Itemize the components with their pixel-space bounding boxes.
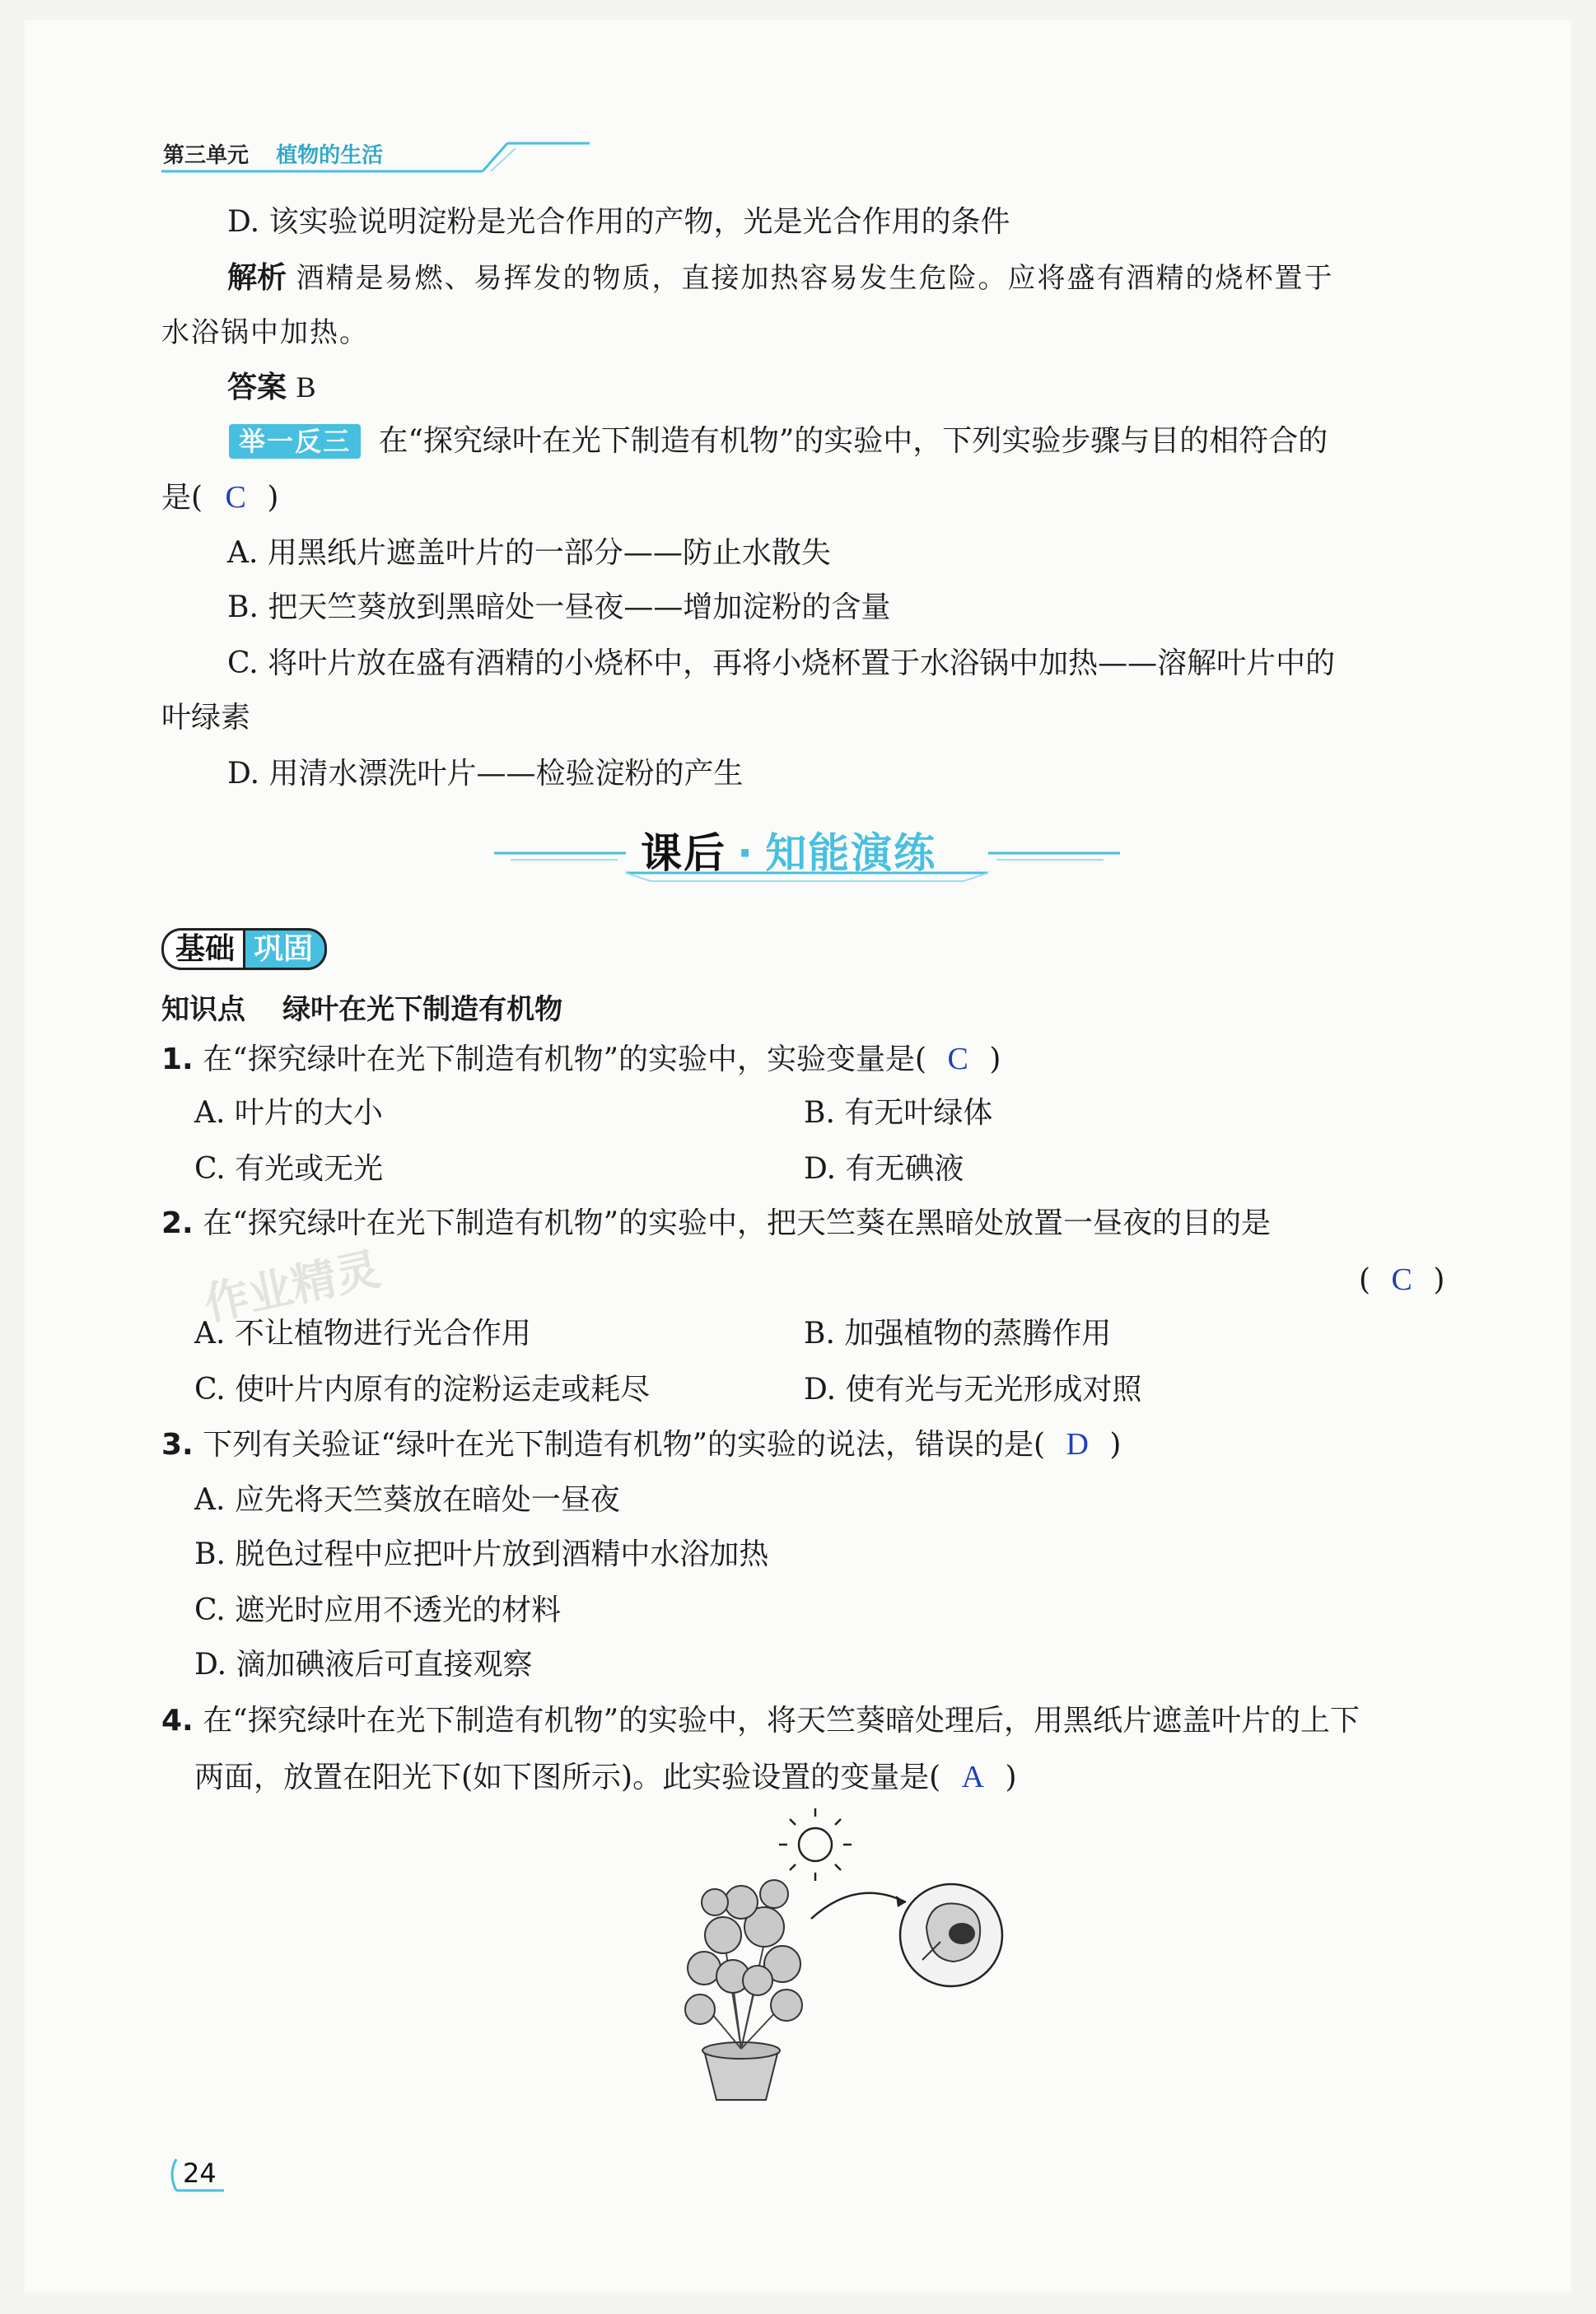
practice-option-c-1: C. 将叶片放在盛有酒精的小烧杯中，再将小烧杯置于水浴锅中加热——溶解叶片中的 bbox=[227, 646, 1336, 680]
q3-number: 3. bbox=[161, 1428, 194, 1462]
section-title bbox=[641, 820, 936, 879]
q3-close: ) bbox=[1109, 1428, 1122, 1462]
practice-stem-1: 在“探究绿叶在光下制造有机物”的实验中，下列实验步骤与目的相符合的 bbox=[378, 424, 1328, 458]
q1-close: ) bbox=[989, 1043, 1001, 1076]
q3-option-b: B. 脱色过程中应把叶片放到酒精中水浴加热 bbox=[194, 1537, 769, 1571]
q1-option-d: D. 有无碘液 bbox=[804, 1152, 964, 1186]
q2-answer-bracket bbox=[1359, 1262, 1444, 1299]
page-number: 24 bbox=[183, 2158, 217, 2189]
knowledge-label: 知识点 bbox=[161, 993, 245, 1026]
section-title-1: 课后 bbox=[641, 829, 726, 877]
analysis-line-1 bbox=[227, 260, 1333, 296]
q2-option-a: A. 不让植物进行光合作用 bbox=[194, 1317, 531, 1351]
q2-option-c: C. 使叶片内原有的淀粉运走或耗尽 bbox=[194, 1373, 651, 1407]
magnified-leaf-illustration bbox=[900, 1884, 1002, 1986]
analysis-text-1: 酒精是易燃、易挥发的物质，直接加热容易发生危险。应将盛有酒精的烧杯置于 bbox=[296, 262, 1334, 295]
basics-pill-right: 巩固 bbox=[243, 928, 327, 970]
analysis-label: 解析 bbox=[227, 261, 287, 295]
knowledge-topic: 绿叶在光下制造有机物 bbox=[282, 993, 563, 1026]
header-unit: 第三单元 bbox=[163, 143, 250, 168]
arrow-head-icon bbox=[896, 1896, 906, 1907]
sun-icon bbox=[779, 1808, 852, 1881]
q3-stem bbox=[161, 1426, 1121, 1463]
q2-close: ) bbox=[1433, 1263, 1445, 1297]
q1-number: 1. bbox=[161, 1043, 194, 1076]
practice-answer: C bbox=[225, 480, 246, 515]
q1-stem-text: 在“探究绿叶在光下制造有机物”的实验中，实验变量是( bbox=[203, 1043, 927, 1076]
section-title-2: 知能演练 bbox=[765, 829, 937, 877]
basics-pill bbox=[161, 926, 327, 968]
section-title-dot: · bbox=[737, 829, 755, 877]
practice-option-c-2: 叶绿素 bbox=[161, 701, 251, 735]
answer-label: 答案 bbox=[227, 371, 287, 404]
q4-number: 4. bbox=[161, 1704, 194, 1738]
q2-answer: C bbox=[1391, 1262, 1412, 1297]
intro-option-d: D. 该实验说明淀粉是光合作用的产物，光是光合作用的条件 bbox=[227, 205, 1010, 239]
q3-stem-text: 下列有关验证“绿叶在光下制造有机物”的实验的说法，错误的是( bbox=[203, 1428, 1046, 1462]
q4-stem-2 bbox=[194, 1759, 1017, 1796]
q3-option-d: D. 滴加碘液后可直接观察 bbox=[194, 1648, 533, 1682]
practice-badge: 举一反三 bbox=[229, 424, 361, 459]
q2-option-d: D. 使有光与无光形成对照 bbox=[804, 1373, 1142, 1407]
header-topic: 植物的生活 bbox=[276, 143, 384, 168]
q2-number: 2. bbox=[161, 1206, 194, 1240]
q1-option-b: B. 有无叶绿体 bbox=[804, 1096, 993, 1130]
q4-stem-text-1: 在“探究绿叶在光下制造有机物”的实验中，将天竺葵暗处理后，用黑纸片遮盖叶片的上下 bbox=[203, 1704, 1360, 1738]
analysis-text-2: 水浴锅中加热。 bbox=[161, 316, 369, 349]
q2-stem-text: 在“探究绿叶在光下制造有机物”的实验中，把天竺葵在黑暗处放置一昼夜的目的是 bbox=[203, 1206, 1271, 1240]
practice-stem-2-prefix: 是( bbox=[161, 481, 203, 515]
q3-answer: D bbox=[1066, 1427, 1089, 1462]
arrow-icon bbox=[811, 1893, 906, 1919]
watermark: 作业精灵 bbox=[199, 1243, 385, 1331]
q1-stem bbox=[161, 1041, 1001, 1078]
practice-stem-2-suffix: ) bbox=[267, 481, 279, 515]
q2-stem bbox=[161, 1206, 1271, 1242]
practice-line-1 bbox=[229, 423, 1328, 460]
q4-stem-1 bbox=[161, 1703, 1360, 1739]
practice-option-d: D. 用清水漂洗叶片——检验淀粉的产生 bbox=[227, 757, 744, 791]
q4-close: ) bbox=[1005, 1761, 1017, 1794]
q3-option-a: A. 应先将天竺葵放在暗处一昼夜 bbox=[194, 1483, 620, 1517]
q4-answer: A bbox=[961, 1760, 985, 1794]
q2-option-b: B. 加强植物的蒸腾作用 bbox=[804, 1317, 1112, 1351]
q1-option-c: C. 有光或无光 bbox=[194, 1152, 384, 1186]
practice-option-b: B. 把天竺葵放到黑暗处一昼夜——增加淀粉的含量 bbox=[227, 590, 891, 624]
experiment-figure bbox=[634, 1803, 1029, 2116]
header-decoration bbox=[161, 137, 590, 173]
potted-plant-illustration bbox=[685, 1880, 802, 2100]
basics-pill-left: 基础 bbox=[161, 928, 243, 970]
knowledge-point bbox=[161, 987, 562, 1027]
practice-option-a: A. 用黑纸片遮盖叶片的一部分——防止水散失 bbox=[227, 536, 831, 570]
answer-value: B bbox=[296, 371, 316, 404]
q1-option-a: A. 叶片的大小 bbox=[194, 1096, 383, 1130]
q1-answer: C bbox=[947, 1042, 968, 1076]
q4-stem-text-2: 两面，放置在阳光下(如下图所示)。此实验设置的变量是( bbox=[194, 1761, 941, 1794]
q2-open: ( bbox=[1359, 1263, 1371, 1297]
q3-option-c: C. 遮光时应用不透光的材料 bbox=[194, 1593, 562, 1627]
answer-line bbox=[227, 369, 315, 406]
practice-line-2 bbox=[161, 479, 278, 516]
